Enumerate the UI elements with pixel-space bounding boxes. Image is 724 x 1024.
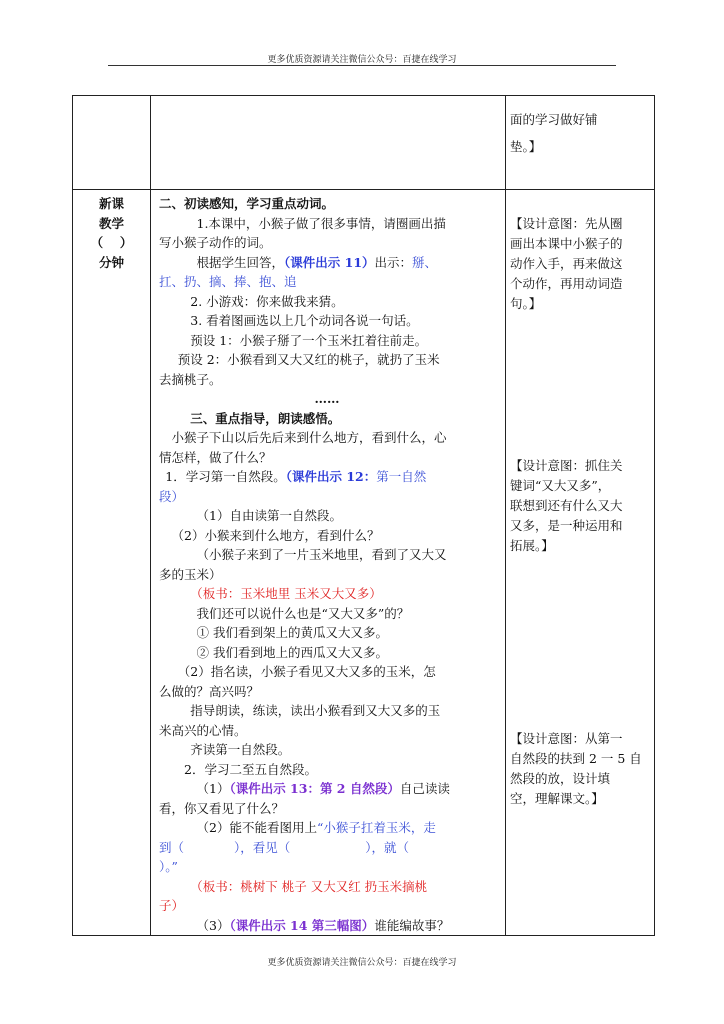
text-line: 写小猴子动作的词。 — [159, 235, 272, 250]
time-cell-empty — [73, 96, 151, 190]
text-line: 1．学习第一自然段。（课件出示 12：第一自然 — [165, 469, 427, 484]
text-line: ② 我们看到地上的西瓜又大又多。 — [196, 644, 388, 660]
text-line: （小猴子来到了一片玉米地里，看到了又大又 — [196, 547, 447, 562]
text-line: 预设 2：小猴看到又大又红的桃子，就扔了玉米 — [177, 352, 440, 367]
text-line: 看，你又看见了什么？ — [159, 800, 285, 816]
blackboard-note: 子） — [159, 898, 185, 913]
design-note-cell — [506, 190, 655, 936]
text-line: 指导朗读，练读，读出小猴看到又大又多的玉 — [190, 703, 441, 718]
text-line: （1）自由读第一自然段。 — [196, 508, 342, 523]
time-label: 教学 — [98, 215, 124, 231]
time-cell — [73, 190, 151, 936]
text-line: （3）（课件出示 14 第三幅图）谁能编故事？ — [196, 917, 450, 933]
page-footer: 更多优质资源请关注微信公众号：百捷在线学习 — [267, 958, 457, 968]
verb-list: 掰、 — [412, 254, 438, 270]
text-line: 多的玉米） — [159, 566, 222, 582]
page-header: 更多优质资源请关注微信公众号：百捷在线学习 — [267, 55, 457, 65]
text-line: （2）小猴来到什么地方，看到什么？ — [171, 527, 380, 543]
text-line: 么做的？高兴吗？ — [159, 683, 260, 699]
table-row — [73, 96, 655, 190]
text-line: 段） — [159, 488, 185, 504]
table-row — [73, 190, 655, 936]
text-line: 情怎样，做了什么？ — [159, 449, 272, 465]
ellipsis: …… — [314, 391, 340, 406]
time-label: 新课 — [98, 196, 124, 211]
fill-in-blank: 到（ ），看见（ ），就（ — [159, 839, 410, 855]
content-cell — [151, 190, 506, 936]
lesson-plan-table — [72, 95, 655, 936]
text-line: 我们还可以说什么也是“又大又多”的？ — [196, 605, 410, 621]
design-note-cell — [506, 96, 655, 190]
design-note-3: 【设计意图：从第一 自然段的扶到 2 一 5 自 然段的放，设计填 空，理解课文。】 — [510, 731, 642, 806]
design-note-line: 面的学习做好铺 — [510, 112, 598, 127]
text-line: 1.本课中，小猴子做了很多事情，请圈画出描 — [196, 215, 446, 231]
text-line: （2）能不能看图用上“小猴子扛着玉米，走 — [196, 820, 436, 835]
text-line: 2. 小游戏：你来做我来猜。 — [190, 293, 344, 309]
fill-in-blank: ）。” — [159, 859, 178, 874]
content-cell-empty — [151, 96, 506, 190]
design-note-1: 【设计意图：先从圈 画出本课中小猴子的 动作入手，再来做这 个动作，再用动词造 句。】 — [510, 216, 623, 311]
text-line: 根据学生回答，（课件出示 11）出示：掰、 — [196, 254, 438, 270]
verb-list: 扛、扔、摘、捧、抱、追 — [159, 274, 297, 289]
courseware-ref: （课件出示 12： — [285, 469, 377, 484]
section-title: 二、初读感知，学习重点动词。 — [159, 196, 335, 211]
text-line: 预设 1：小猴子掰了一个玉米扛着往前走。 — [190, 332, 428, 348]
text-line: ① 我们看到架上的黄瓜又大又多。 — [196, 625, 388, 640]
text-line: （2）指名读，小猴子看见又大又多的玉米，怎 — [177, 664, 436, 679]
text-line: 2．学习二至五自然段。 — [184, 761, 317, 777]
text-line: 小猴子下山以后先后来到什么地方，看到什么，心 — [171, 430, 447, 445]
design-note-2: 【设计意图：抓住关 键词“又大又多”， 联想到还有什么又大 又多，是一种运用和 拓展。】 — [510, 458, 623, 553]
time-label: 分钟 — [98, 254, 124, 270]
courseware-ref: （课件出示 13：第 2 自然段） — [229, 781, 400, 796]
time-label: （ ） — [90, 235, 133, 250]
section-title: 三、重点指导，朗读感悟。 — [190, 410, 341, 426]
text-line: （1）（课件出示 13：第 2 自然段）自己读读 — [196, 781, 450, 796]
courseware-ref: （课件出示 11） — [284, 254, 375, 270]
text-line: 米高兴的心情。 — [159, 722, 247, 738]
header-rule — [108, 65, 616, 66]
courseware-ref: （课件出示 14 第三幅图） — [229, 917, 375, 933]
text-line: 3. 看着图画选以上几个动词各说一句话。 — [190, 313, 419, 328]
text-line: 去摘桃子。 — [159, 371, 222, 387]
blackboard-note: （板书：玉米地里 玉米又大又多） — [190, 586, 382, 601]
text-line: 齐读第一自然段。 — [190, 742, 291, 757]
blackboard-note: （板书：桃树下 桃子 又大又红 扔玉米摘桃 — [190, 878, 428, 894]
design-note-line: 垫。】 — [510, 139, 542, 154]
